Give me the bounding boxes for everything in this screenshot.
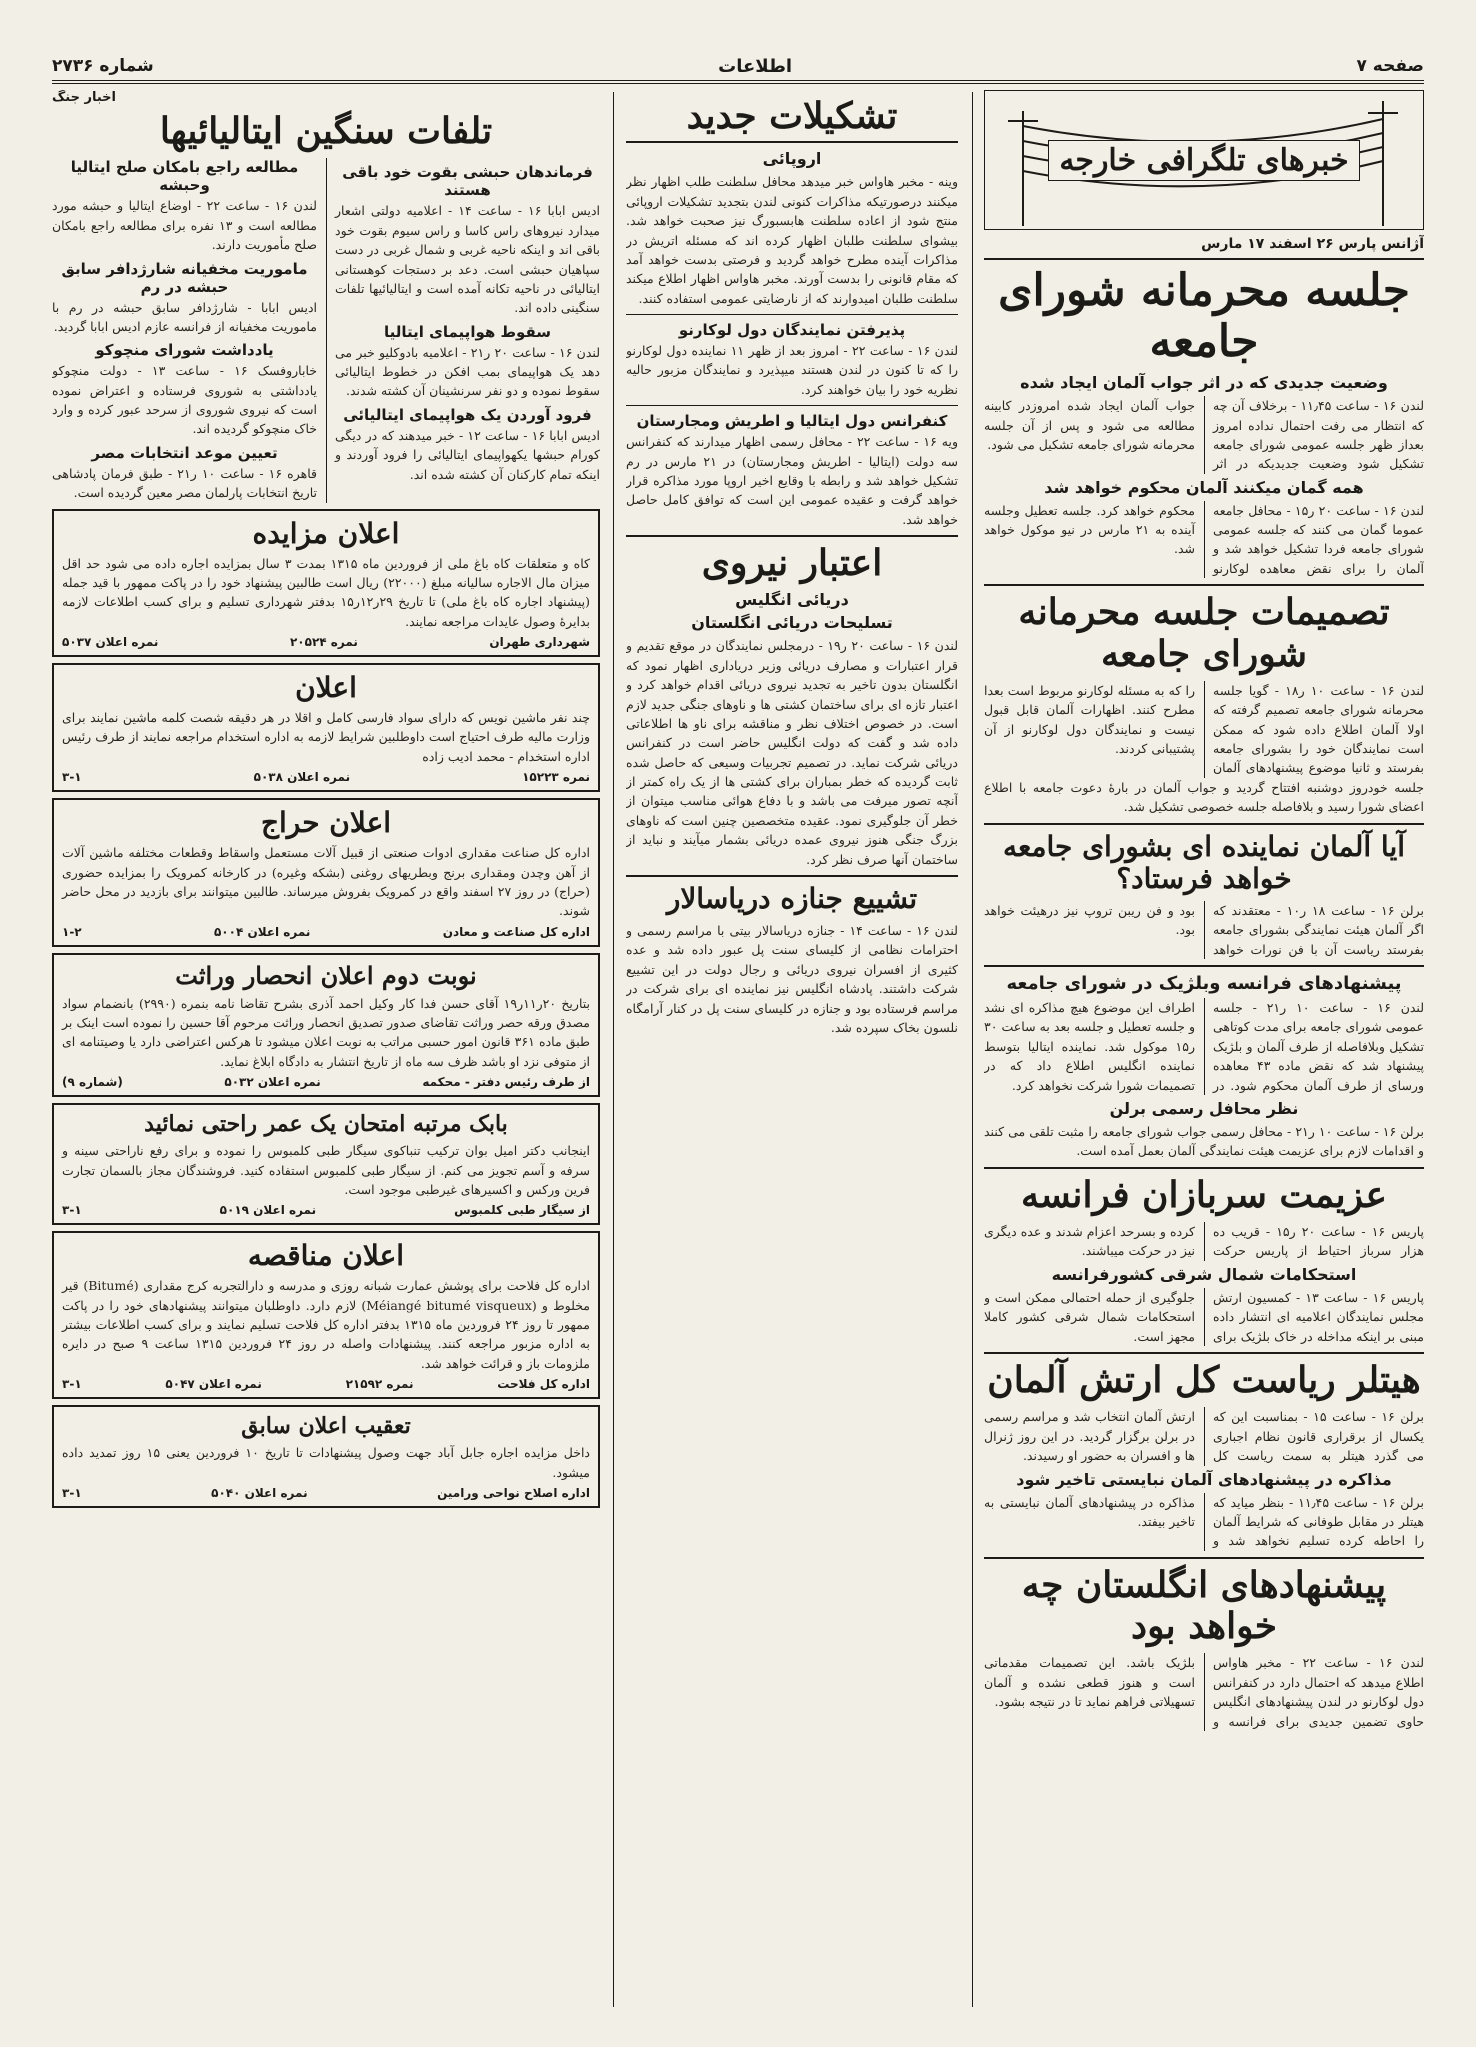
headline: تشکیلات جدید bbox=[626, 96, 958, 143]
ad-number: نمره اعلان ۵۰۰۴ bbox=[213, 924, 311, 939]
divider bbox=[984, 1167, 1424, 1169]
middle-column bbox=[626, 90, 958, 2007]
ad-number: ۳-۱ bbox=[62, 1203, 82, 1218]
ad-number: نمره اعلان ۵۰۱۹ bbox=[219, 1203, 317, 1218]
headline: جلسه محرمانه شورای جامعه bbox=[998, 265, 1410, 367]
divider bbox=[626, 535, 958, 537]
ad-footer bbox=[62, 1075, 590, 1089]
left-column bbox=[52, 90, 600, 2007]
ad-title: اعلان bbox=[295, 671, 357, 705]
article-body: برلن ۱۶ - ساعت ۱۵ - بمناسبت این که یکسال از برقراری قانون نظام اجباری می گذرد هیتلر به سمت ریاست کل ارتش آلمان انتخاب شد و مراسم رسمی در برلن برگزار گردید. در این روز ژنرال ها و افسران به حضور او رسیدند. bbox=[984, 1409, 1424, 1464]
ad-title: نوبت دوم اعلان انحصار وراثت bbox=[175, 960, 477, 990]
divider bbox=[984, 584, 1424, 586]
paper-name: اطلاعات bbox=[718, 55, 793, 77]
ad-footer bbox=[62, 925, 590, 939]
article-body: لندن ۱۶ - ساعت ۲۰ ر۱۹ - درمجلس نمایندگان در موقع تقدیم و قرار اعتبارات و مصارف دریائی وزیر دریاداری اظهار نمود که انگلستان بدون تاخیر به تجدید نیروی دریائی اقدام خواهد کرد و اعتبار تازه ای برای ساختمان کشتی ها و ناوهای جنگی جدید لازم است. در خصوص اختلاف نظر و مناقشه برای ناو ها اطلاعاتی داده شد و گفت که دولت انگلیس حاضر است در کنفرانس دریائی شرکت نماید. در تصمیم تجربیات وسیعی که حاصل شده ثابت گردیده که خطر بمباران برای کشتی ها از یک راه کمتر از آنچه تصور میرفت می باشد و با دفاع هوائی مناسب میتوان از خطر آن جلوگیری نمود. عقیده متخصصین چنین است که ناوهای بزرگ جنگی هنوز نیروی عمده دریائی بشمار میآیند و نباید از ساختمان آنها صرف نظر کرد. bbox=[626, 638, 958, 867]
ad-footer bbox=[62, 1377, 590, 1391]
article-body: ادیس ابابا - شارژدافر سابق حبشه در رم با ماموریت مخفیانه از فرانسه عازم ادیس ابابا گردید. bbox=[52, 299, 317, 334]
ad-inheritance bbox=[52, 953, 600, 1098]
divider bbox=[984, 823, 1424, 825]
ad-title: اعلان حراج bbox=[260, 806, 392, 840]
ad-signature: از طرف رئیس دفتر - محکمه bbox=[422, 1075, 590, 1090]
article-body: ادیس ابابا ۱۶ - ساعت ۱۴ - اعلامیه دولتی اشعار میدارد نیروهای راس کاسا و راس سیوم بقوت خود باقی اند و اینکه ناحیه غربی و شمال غربی در دست سپاهیان حبشی است. دعد بر دستجات کوهستانی ایتالیائی در ناحیه تکانه آمده است و ایتالیائیها تلفات سنگینی داده اند. bbox=[335, 203, 600, 316]
article-body: لندن ۱۶ - ساعت ۲۲ - اوضاع ایتالیا و حبشه مورد مطالعه است و ۱۳ نفره برای مطالعه راجع بامکان صلح مأموریت دارند. bbox=[52, 198, 317, 253]
ad-signature: اداره اصلاح نواحی ورامین bbox=[437, 1485, 590, 1500]
ad-number: نمره اعلان ۵۰۳۲ bbox=[224, 1075, 321, 1090]
ad-body: اداره کل فلاحت برای پوشش عمارت شبانه روزی و مدرسه و دارالتجربه کرج مقداری (Bitumé) قیر مخلوط و (Méiangé bitumé visqueux) لازم دارد. داوطلبان میتوانند پیشنهادهای خود را در پاکت ممهور تا روز ۲۴ فروردین ماه ۱۳۱۵ بدفتر اداره کل فلاحت تسلیم نمایند و برای کسب اطلاعات بیشتر به اداره مزبور مراجعه کنند. پیشنهادات واصله در روز ۲۴ فروردین ۱۳۱۵ ساعت ۹ صبح در دایره ملزومات باز و قرائت خواهد شد. bbox=[62, 1278, 591, 1371]
article-body: برلن ۱۶ - ساعت ۱۸ ر۱۰ - معتقدند که اگر آلمان هیئت نمایندگی بشورای جامعه بفرستد ریاست آن با فن نورات خواهد بود و فن ریبن تروپ نیز درهیئت خواهد بود. bbox=[984, 902, 1424, 957]
ad-followup bbox=[52, 1405, 600, 1508]
divider bbox=[626, 314, 958, 315]
ad-number: نمره اعلان ۵۰۳۷ bbox=[62, 635, 159, 650]
ad-brand: از سیگار طبی کلمبوس bbox=[454, 1203, 590, 1218]
masthead bbox=[52, 52, 1424, 84]
right-column bbox=[984, 90, 1424, 2007]
article-body: لندن ۱۶ - ساعت ۱۱٫۴۵ - برخلاف آن چه که انتظار می رفت احتمال نداده امروز بعداز ظهر جلسه عمومی شورای جامعه تشکیل شود وضعیت جدیدیکه در اثر جواب آلمان ایجاد شده امروزدر کابینه مطالعه می شود و پس از آن جلسه محرمانه شورای جامعه تشکیل می شود. bbox=[984, 398, 1424, 472]
headline: اعتبار نیروی bbox=[701, 542, 883, 585]
subhead: همه گمان میکنند آلمان محکوم خواهد شد bbox=[1044, 477, 1364, 497]
divider bbox=[626, 875, 958, 877]
article-body: برلن ۱۶ - ساعت ۱۰ ر۲۱ - محافل رسمی جواب شورای جامعه را مثبت تلقی می کنند و اقدامات لازم برای عزیمت هیئت نمایندگی آلمان بعمل آمده است. bbox=[984, 1123, 1424, 1159]
ad-number: نمره ۱۵۲۲۳ bbox=[522, 770, 590, 785]
ad-number: نمره ۲۱۵۹۲ bbox=[345, 1377, 414, 1392]
article-body: لندن ۱۶ - ساعت ۱۴ - جنازه دریاسالار بیتی با مراسم رسمی و احترامات نظامی از کلیسای سنت پل عبور داده شد و عده کثیری از افسران نیروی دریائی و رجال دولت در این تشییع شرکت داشتند. پادشاه انگلیس نیز نماینده ای برای شرکت در مراسم فرستاده بود و جنازه در کلیسای سنت پل در کنار آرامگاه نلسون بخاک سپرده شد. bbox=[626, 923, 958, 1035]
ad-number: نمره اعلان ۵۰۴۰ bbox=[211, 1485, 308, 1500]
headline: عزیمت سربازان فرانسه bbox=[1021, 1173, 1387, 1216]
divider bbox=[984, 258, 1424, 260]
divider bbox=[984, 965, 1424, 967]
subhead: کنفرانس دول ایتالیا و اطریش ومجارستان bbox=[636, 412, 948, 431]
ad-footer bbox=[62, 1486, 590, 1500]
column-rule bbox=[972, 92, 973, 2007]
ad-footer bbox=[62, 1203, 590, 1217]
ad-number: نمره ۲۰۵۲۴ bbox=[289, 635, 358, 650]
headline: پیشنهادهای انگلستان چه خواهد بود bbox=[1021, 1563, 1387, 1648]
subhead: تسلیحات دریائی انگلستان bbox=[691, 613, 893, 633]
headline: آیا آلمان نماینده ای بشورای جامعه خواهد فرستاد؟ bbox=[1002, 829, 1406, 895]
subhead: دریائی انگلیس bbox=[735, 590, 849, 610]
headline: تلفات سنگین ایتالیائیها bbox=[159, 110, 493, 152]
article-body: ادیس ابابا ۱۶ - ساعت ۱۲ - خبر میدهند که در دیگی کورام حبشها یکهواپیمای ایتالیائی را فرود آوردند و اینکه تمام کارکنان آن کشته شده اند. bbox=[335, 427, 600, 482]
ad-title: تعقیب اعلان سابق bbox=[241, 1413, 411, 1440]
ad-number: نمره اعلان ۵۰۴۷ bbox=[165, 1377, 262, 1392]
article-body: خاباروفسک ۱۶ - ساعت ۱۳ - دولت منچوکو یادداشتی به شوروی فرستاده و اعتراض نموده است که نیروی شوروی از سرحد عبور کرده و وارد خاک منچوکو گردیده اند. bbox=[52, 363, 317, 437]
logo-text: خبرهای تلگرافی خارجه bbox=[1048, 140, 1359, 181]
subhead: فرماندهان حبشی بقوت خود باقی هستند bbox=[342, 163, 593, 200]
ad-title: اعلان مناقصه bbox=[247, 1239, 405, 1273]
ad-number: ۱-۲ bbox=[62, 924, 82, 939]
article-body: لندن ۱۶ - ساعت ۲۰ ر۲۱ - اعلامیه بادوکلیو خبر می دهد یک هواپیمای بمب افکن در خطوط ایتالیائی سقوط نموده و دو نفر سرنشینان آن کشته شدند. bbox=[335, 344, 600, 399]
article-body: جلسه خودروز دوشنبه افتتاح گردید و جواب آلمان در بارهٔ دعوت جامعه با اطلاع اعضای شورا رسید و بلافاصله جلسه خصوصی تشکیل شد. bbox=[984, 779, 1424, 815]
ad-signature: اداره کل فلاحت bbox=[497, 1377, 590, 1392]
subhead: نظر محافل رسمی برلن bbox=[1109, 1098, 1299, 1118]
ad-body: چند نفر ماشین نویس که دارای سواد فارسی کامل و اقلا در هر دقیقه شصت کلمه ماشین نمایند برای وزارت مالیه طرف احتیاج است داوطلبین شرایط لازمه به اداره استخدام مراجعه نمایند از طرف رئیس اداره استخدام - محمد ادیب زاده bbox=[62, 710, 590, 764]
subhead: مذاکره در پیشنهادهای آلمان نبایستی تاخیر شود bbox=[1016, 1469, 1392, 1489]
issue-label: شماره ۲۷۳۶ bbox=[52, 56, 154, 76]
article-body: پاریس ۱۶ - ساعت ۲۰ ر۱۵ - قریب ده هزار سرباز احتیاط از پاریس حرکت کرده و بسرحد اعزام شدند و عده دیگری نیز در حرکت میباشند. bbox=[984, 1224, 1424, 1259]
subhead: پذیرفتن نمایندگان دول لوکارنو bbox=[678, 321, 906, 340]
ad-footer bbox=[62, 770, 590, 784]
section-tag: اخبار جنگ bbox=[52, 90, 117, 105]
divider bbox=[626, 405, 958, 406]
ad-footer bbox=[62, 635, 590, 649]
article-body: لندن ۱۶ - ساعت ۲۲ - مخبر هاواس اطلاع میدهد که احتمال دارد در کنفرانس دول لوکارنو در لندن پیشنهادهای انگلیس حاوی تضمین جدیدی برای فرانسه و بلژیک باشد. این تصمیمات مقدماتی است و هنوز قطعی نشده و آلمان تسهیلاتی فراهم نماید تا در نتیجه بشود. bbox=[984, 1655, 1424, 1729]
ad-auction bbox=[52, 509, 600, 658]
headline: تشییع جنازه دریاسالار bbox=[666, 881, 918, 915]
subhead: پیشنهادهای فرانسه وبلژیک در شورای جامعه bbox=[1006, 973, 1402, 995]
ad-body: اینجانب دکتر امیل بوان ترکیب تنباکوی سیگار طبی کلمبوس را نموده و برای رفع ناراحتی سینه و سرفه و آسم تجویز می کنم. از سیگار طبی کلمبوس استفاده کنید. فروشندگان مجاز بالسمان تجارت فرین ورکس و اکسیرهای غیرطبی موجود است. bbox=[62, 1143, 590, 1197]
subhead: تعیین موعد انتخابات مصر bbox=[91, 443, 278, 462]
ad-number: (شماره ۹) bbox=[62, 1075, 123, 1090]
subhead: یادداشت شورای منچوکو bbox=[95, 341, 274, 360]
article-body: ویه ۱۶ - ساعت ۲۲ - محافل رسمی اظهار میدارند که کنفرانس سه دولت (ایتالیا - اطریش ومجارستان) در ۲۱ مارس در رم تشکیل خواهد شد و رابطه با وقایع اخیر اروپا مورد مذاکره قرار خواهد گرفت و عقیده عمومی این است که توافق کامل حاصل خواهد شد. bbox=[626, 434, 958, 527]
subhead: وضعیت جدیدی که در اثر جواب آلمان ایجاد شده bbox=[1020, 373, 1388, 393]
agency-dateline: آژانس پارس ۲۶ اسفند ۱۷ مارس bbox=[1201, 236, 1424, 252]
subhead: ماموریت مخفیانه شارژدافر سابق حبشه در رم bbox=[61, 259, 308, 296]
article-body: لندن ۱۶ - ساعت ۱۰ ر۱۸ - گویا جلسه محرمانه شورای جامعه تصمیم گرفته که اولا آلمان اطلاع داده شود که ممکن است نمایندگان خود را بشورای جامعه بفرستد و ثانیا موضوع پیشنهادهای آلمان را که به مسئله لوکارنو مربوط است بعدا مطرح کنند. اظهارات آلمان قابل قبول نیست و نمایندگان دول لوکارنو از آن پشتیبانی کردند. bbox=[984, 682, 1424, 776]
ad-signature: شهرداری طهران bbox=[489, 635, 590, 650]
article-body: پاریس ۱۶ - ساعت ۱۳ - کمسیون ارتش مجلس نمایندگان اعلامیه ای انتشار داده مبنی بر اینکه مداخله در خاک بلژیک برای جلوگیری از حمله احتمالی ممکن است و استحکامات شمال شرقی کشور کاملا مجهز است. bbox=[984, 1289, 1424, 1344]
headline: تصمیمات جلسه محرمانه شورای جامعه bbox=[1018, 591, 1390, 675]
page-label: صفحه ۷ bbox=[1356, 56, 1424, 76]
ad-number: نمره اعلان ۵۰۳۸ bbox=[253, 770, 351, 785]
headline: هیتلر ریاست کل ارتش آلمان bbox=[987, 1358, 1421, 1401]
ad-notice bbox=[52, 663, 600, 792]
ad-title: اعلان مزایده bbox=[252, 516, 400, 550]
divider bbox=[984, 1557, 1424, 1559]
ad-number: ۳-۱ bbox=[62, 770, 82, 785]
subhead: سقوط هواپیمای ایتالیا bbox=[383, 322, 552, 341]
ad-sale bbox=[52, 798, 600, 947]
subhead: مطالعه راجع بامکان صلح ایتالیا وحبشه bbox=[70, 158, 299, 195]
ad-cigar bbox=[52, 1103, 600, 1225]
article-body: وینه - مخبر هاواس خبر میدهد محافل سلطنت طلب اظهار نظر میکنند درصورتیکه مذاکرات کنونی لندن بتجدید تشکیلات اروپائی منتج شود از اعاده سلطنت هابسبورگ نیز صحبت خواهد شد. بیشوای سلطنت طلبان اظهار کرده اند که مسئله اتریش در مذاکرات آینده مطرح خواهد گردید و فرصتی بدست خواهد آمد که مقام قانونی را بدست آورند. مخبر هاواس اظهار اطلاع میکند سلطنت طلبان امیدوارند که از نارضایتی عمومی استفاده کنند. bbox=[626, 174, 958, 306]
article-body: لندن ۱۶ - ساعت ۲۲ - امروز بعد از ظهر ۱۱ نماینده دول لوکارنو را که تا کنون در لندن هستند میپذیرد و نمایندگان مزبور حالیه نظریه خود را بیان خواهند کرد. bbox=[626, 343, 958, 397]
subhead: فرود آوردن یک هواپیمای ایتالیائی bbox=[343, 405, 592, 424]
article-body: لندن ۱۶ - ساعت ۲۰ ر۱۵ - محافل جامعه عموما گمان می کنند که جلسه عمومی شورای جامعه فردا تشکیل خواهد شد و آلمان را برای نقض معاهده لوکارنو محکوم خواهد کرد. جلسه تعطیل وجلسه آینده به ۲۱ مارس در نیو موکول خواهد شد. bbox=[984, 502, 1424, 576]
war-news bbox=[52, 158, 600, 502]
ad-signature: اداره کل صناعت و معادن bbox=[442, 924, 590, 939]
ad-number: ۳-۱ bbox=[62, 1377, 82, 1392]
article-body: لندن ۱۶ - ساعت ۱۰ ر۲۱ - جلسه عمومی شورای جامعه برای مدت کوتاهی تشکیل وبلافاصله از طرف آلمان و بلژیک پیشنهاد شد که نقض ماده ۴۳ معاهده ورسای از طرف آلمان محکوم شود. در اطراف این موضوع هیچ مذاکره ای نشد و جلسه تعطیل و جلسه بعد به ساعت ۳۰ ر۱۵ موکول شد. نماینده ایتالیا بتوسط نماینده انگلیس اطلاع داد که در تصمیمات شورا شرکت نخواهد کرد. bbox=[984, 1000, 1424, 1093]
column-rule bbox=[613, 92, 614, 2007]
ad-body: کاه و متعلقات کاه باغ ملی از فروردین ماه ۱۳۱۵ بمدت ۳ سال بمزایده اجاره داده می شود حد اقل میزان مال الاجاره سالیانه مبلغ (۲۲۰۰۰) ریال است طالبین پیشنهاد خود را در پاکت ممهور با قید جمله (پیشنهاد اجاره کاه باغ ملی) تا تاریخ ۲۹ر۱۲ر۱۵ بدفتر شهرداری تسلیم و برای کسب اطلاعات لازمه بدایرهٔ وصول عایدات مراجعه نمایند. bbox=[62, 555, 590, 629]
telegraph-logo bbox=[984, 90, 1424, 230]
ad-number: ۳-۱ bbox=[62, 1485, 82, 1500]
ad-title: بابک مرتبه امتحان یک عمر راحتی نمائید bbox=[144, 1111, 508, 1138]
article-body: برلن ۱۶ - ساعت ۱۱٫۴۵ - بنظر میاید که هیتلر در مقابل طوفانی که شرایط آلمان را احاطه کرده تسلیم نخواهد شد و مذاکره در پیشنهادهای آلمان نبایستی به تاخیر بیفتد. bbox=[984, 1494, 1424, 1549]
article-body: قاهره ۱۶ - ساعت ۱۰ ر۲۱ - طبق فرمان پادشاهی تاریخ انتخابات پارلمان مصر معین گردیده است. bbox=[52, 465, 317, 501]
ad-body: اداره کل صناعت مقداری ادوات صنعتی از قبیل آلات مستعمل واسقاط وقطعات مختلفه ماشین آلات از آهن وچدن ومقداری برنج وبطریهای روغنی (بشکه وغیره) در کارخانه کمرویک را بمزایده حضوری (حراج) در روز ۲۷ اسفند واقع در کمرویک بفروش میرساند. طالبین میتوانند برای بازدید در محل حاضر شوند. bbox=[62, 845, 590, 919]
ad-body: بتاریخ ۲۰ر۱۱ر۱۹ آقای حسن فدا کار وکیل احمد آذری بشرح تقاضا نامه بنمره (۲۹۹۰) بانضمام سواد مصدق ورقه حصر وراثت تقاضای صدور تصدیق انحصار وراثت مرحوم آقا حسین را نموده است اینک بر طبق ماده ۳۶۱ قانون امور حسبی مراتب به نوبت اعلان میشود تا هرکس اعتراضی دارد یا وصیتنامه ای از متوفی نزد او باشد ظرف سه ماه از تاریخ انتشار به دادگاه ابلاغ نماید. bbox=[62, 995, 591, 1069]
divider bbox=[984, 1352, 1424, 1354]
ad-body: داخل مزایده اجاره جابل آباد جهت وصول پیشنهادات تا تاریخ ۱۰ فروردین یعنی ۱۵ روز تمدید داده میشود. bbox=[62, 1445, 590, 1480]
subhead: استحکامات شمال شرقی کشورفرانسه bbox=[1051, 1264, 1357, 1284]
subhead: اروپائی bbox=[762, 149, 822, 169]
ad-tender bbox=[52, 1231, 600, 1399]
